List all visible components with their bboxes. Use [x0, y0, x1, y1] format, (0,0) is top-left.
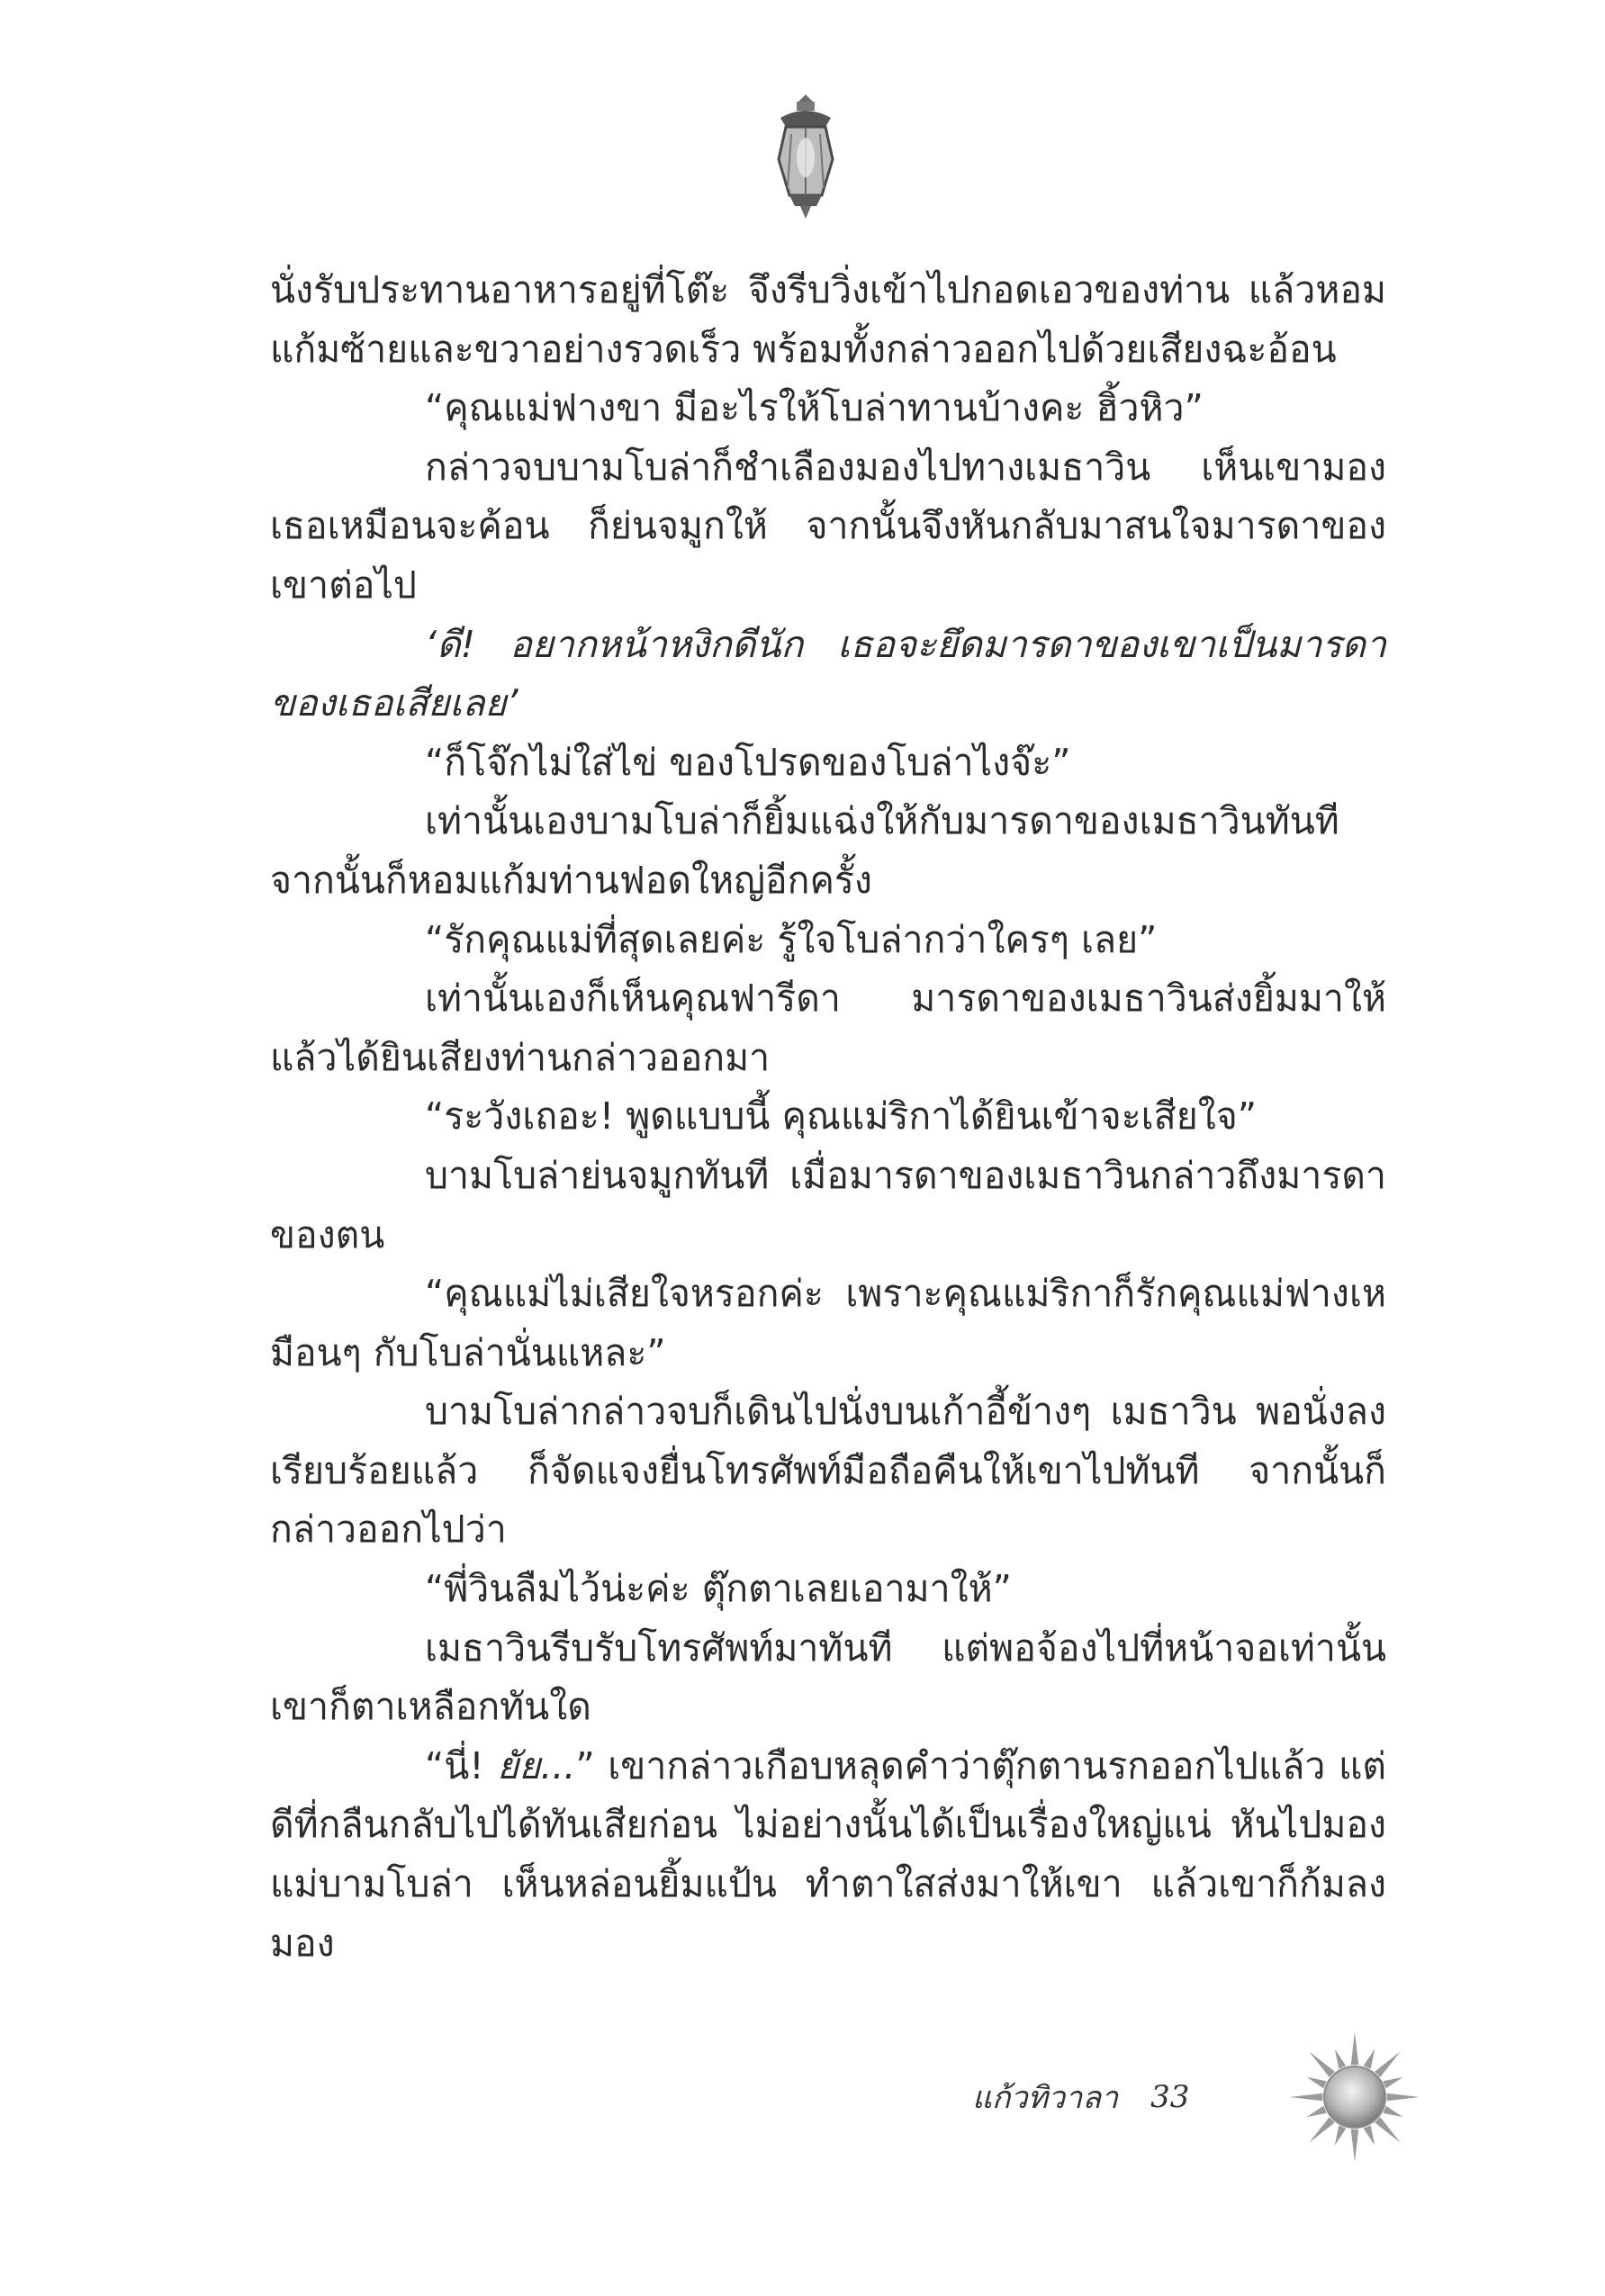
sun-icon [1287, 2030, 1422, 2165]
dialogue: “พี่วินลืมไว้น่ะค่ะ ตุ๊กตาเลยเอามาให้” [425, 1567, 1012, 1611]
paragraph-rest: ” เขากล่าวเกือบหลุดคำว่าตุ๊กตานรกออกไปแล้ว แต่ดีที่กลืนกลับไปได้ทันเสียก่อน ไม่อย่างนั้นได้เป็นเรื่องใหญ่แน่ หันไปมองแม่บามโบล่า เห็นหล่อนยิ้มแป้น ทำตาใสส่งมาให้เขา แล้วเขาก็ก้มลงมอง [270, 1743, 1386, 1965]
paragraph: เท่านั้นเองบามโบล่าก็ยิ้มแฉ่งให้กับมารดาของเมธาวินทันที จากนั้นก็หอมแก้มท่านฟอดใหญ่อีกครั้ง [270, 799, 1339, 902]
dialogue: “ระวังเถอะ! พูดแบบนี้ คุณแม่ริกาได้ยินเข้าจะเสียใจ” [425, 1094, 1258, 1139]
lantern-icon [770, 95, 842, 221]
dialogue: “รักคุณแม่ที่สุดเลยค่ะ รู้ใจโบล่ากว่าใครๆ เลย” [425, 917, 1158, 961]
dialogue: “คุณแม่ฟางขา มีอะไรให้โบล่าทานบ้างคะ ฮิ้วหิว” [425, 386, 1204, 430]
page-footer [972, 2070, 1189, 2124]
body-text [270, 261, 1386, 1973]
dialogue-emphasis: ยัย... [497, 1743, 576, 1787]
paragraph: เท่านั้นเองก็เห็นคุณฟารีดา มารดาของเมธาวินส่งยิ้มมาให้ แล้วได้ยินเสียงท่านกล่าวออกมา [270, 977, 1386, 1079]
dialogue-open: “นี่! [425, 1743, 498, 1787]
paragraph: บามโบล่ากล่าวจบก็เดินไปนั่งบนเก้าอี้ข้างๆ เมธาวิน พอนั่งลงเรียบร้อยแล้ว ก็จัดแจงยื่นโทรศัพท์มือถือคืนให้เขาไปทันที จากนั้นก็กล่าวออกไปว่า [270, 1390, 1386, 1552]
paragraph: บามโบล่าย่นจมูกทันที เมื่อมารดาของเมธาวินกล่าวถึงมารดาของตน [270, 1153, 1386, 1256]
dialogue: “คุณแม่ไม่เสียใจหรอกค่ะ เพราะคุณแม่ริกาก็รักคุณแม่ฟางเหมือนๆ กับโบล่านั่นแหละ” [270, 1272, 1386, 1374]
paragraph: กล่าวจบบามโบล่าก็ชำเลืองมองไปทางเมธาวิน เห็นเขามองเธอเหมือนจะค้อน ก็ย่นจมูกให้ จากนั้นจึงหันกลับมาสนใจมารดาของเขาต่อไป [270, 445, 1386, 607]
paragraph: นั่งรับประทานอาหารอยู่ที่โต๊ะ จึงรีบวิ่งเข้าไปกอดเอวของท่าน แล้วหอมแก้มซ้ายและขวาอย่างรวดเร็ว พร้อมทั้งกล่าวออกไปด้วยเสียงฉะอ้อน [270, 268, 1386, 371]
dialogue: “ก็โจ๊กไม่ใส่ไข่ ของโปรดของโบล่าไงจ๊ะ” [425, 740, 1071, 784]
paragraph [270, 1737, 1386, 1973]
paragraph: เมธาวินรีบรับโทรศัพท์มาทันที แต่พอจ้องไปที่หน้าจอเท่านั้นเขาก็ตาเหลือกทันใด [270, 1625, 1386, 1729]
page-number: 33 [1150, 2079, 1190, 2115]
book-title: แก้วทิวาลา [972, 2080, 1119, 2116]
inner-thought [270, 616, 1386, 734]
thought-text: ‘ดี! อยากหน้าหงิกดีนัก เธอจะยึดมารดาของเขาเป็นมารดาของเธอเสียเลย’ [270, 622, 1386, 725]
